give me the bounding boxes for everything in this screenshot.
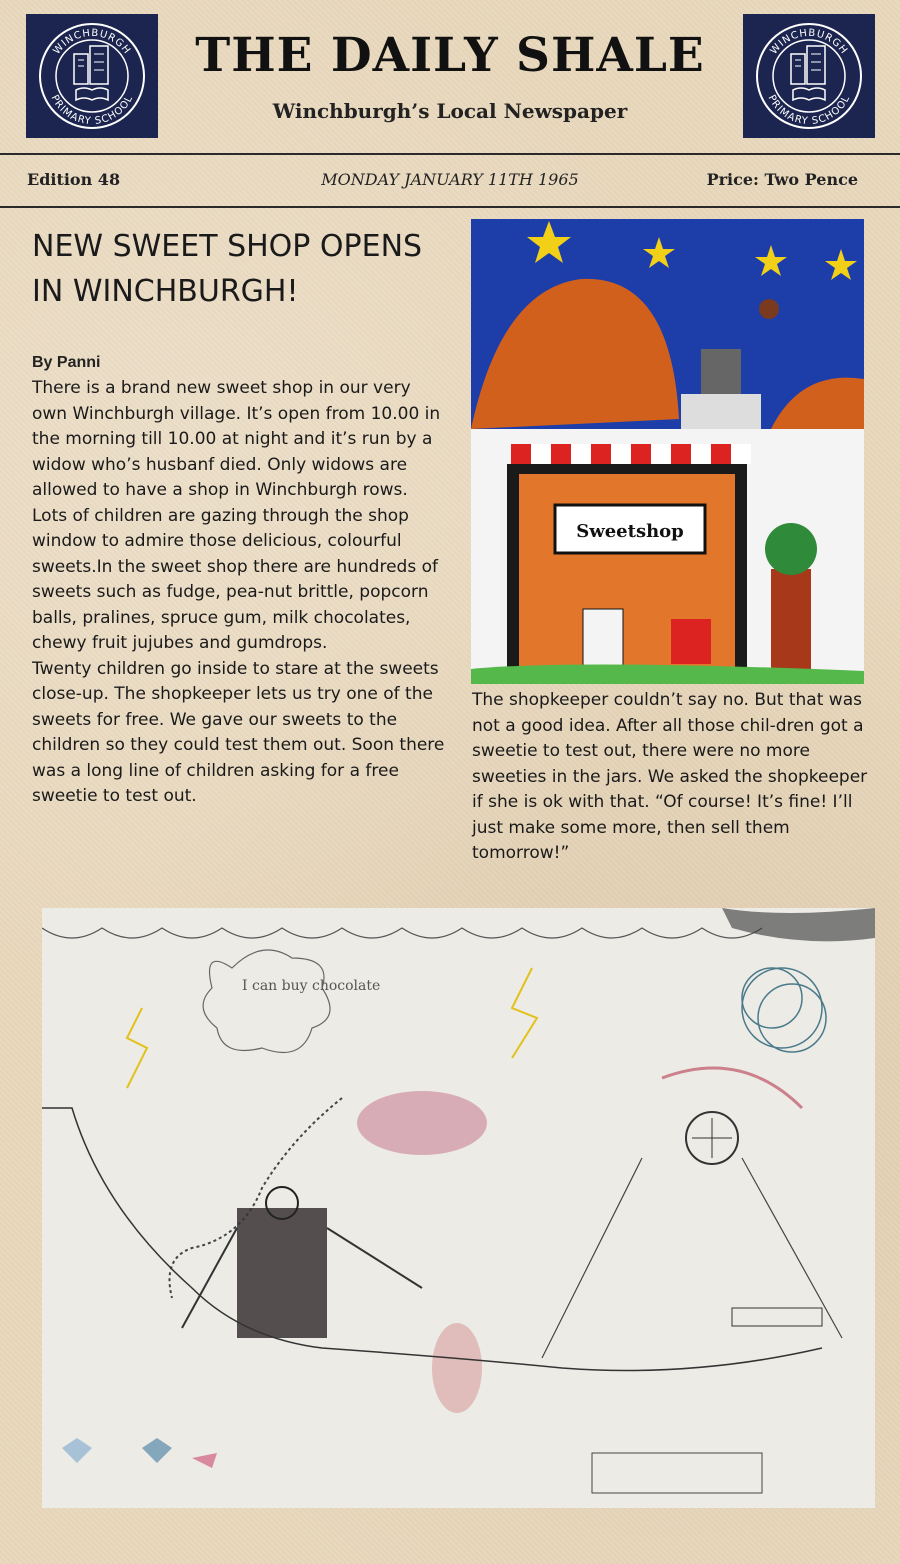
school-logo-right bbox=[743, 14, 875, 138]
article-continued: The shopkeeper couldn’t say no. But that was not a good idea. After all those chil-dren got a sweetie to test out, there were no more sweeties in the jars. We asked the shopkeeper if she is ok with that. “Of course! It’s fine! I’ll just make some more, then sell them tomorrow!” bbox=[472, 690, 868, 863]
top-rule bbox=[0, 153, 900, 155]
article-paragraph: There is a brand new sweet shop in our very own Winchburgh village. It’s open from 10.00 in the morning till 10.00 at night and it’s run by a widow who’s husbanf died. Only widows are allowed to have a shop in Winchburgh rows. bbox=[32, 378, 441, 500]
sweet-shop-drawing bbox=[471, 219, 864, 684]
article-byline: By Panni bbox=[32, 354, 101, 371]
issue-price: Price: Two Pence bbox=[706, 170, 858, 189]
article-body bbox=[32, 376, 450, 810]
svg-text:WINCHBURGH: WINCHBURGH bbox=[768, 27, 850, 57]
newspaper-subtitle: Winchburgh’s Local Newspaper bbox=[272, 99, 628, 123]
article-headline: NEW SWEET SHOP OPENS IN WINCHBURGH! bbox=[32, 229, 423, 309]
issue-date: MONDAY JANUARY 11TH 1965 bbox=[321, 170, 579, 189]
svg-text:PRIMARY SCHOOL: PRIMARY SCHOOL bbox=[765, 93, 853, 128]
school-logo-left bbox=[26, 14, 158, 138]
newspaper-title: THE DAILY SHALE bbox=[195, 28, 705, 83]
article-paragraph: Twenty children go inside to stare at the sweets close-up. The shopkeeper lets us try one of the sweets for free. We gave our sweets to the children so they could test them out. Soon there was a long line of children asking for a free sweetie to test out. bbox=[32, 658, 445, 806]
article-paragraph: Lots of children are gazing through the shop window to admire those delicious, colourful sweets.In the sweet shop there are hundreds of sweets such as fudge, pea-nut brittle, popcorn balls, pralines, spruce gum, milk chocolates, chewy fruit jujubes and gumdrops. bbox=[32, 505, 438, 653]
thought-bubble-text: I can buy chocolate bbox=[242, 978, 381, 994]
svg-text:PRIMARY SCHOOL: PRIMARY SCHOOL bbox=[48, 93, 136, 128]
school-crest-icon bbox=[743, 14, 875, 138]
shop-sign-text: Sweetshop bbox=[576, 521, 684, 542]
edition-number: Edition 48 bbox=[27, 170, 121, 189]
school-crest-icon bbox=[26, 14, 158, 138]
svg-text:WINCHBURGH: WINCHBURGH bbox=[51, 27, 133, 57]
bottom-rule bbox=[0, 206, 900, 208]
child-pencil-drawing bbox=[42, 908, 875, 1508]
